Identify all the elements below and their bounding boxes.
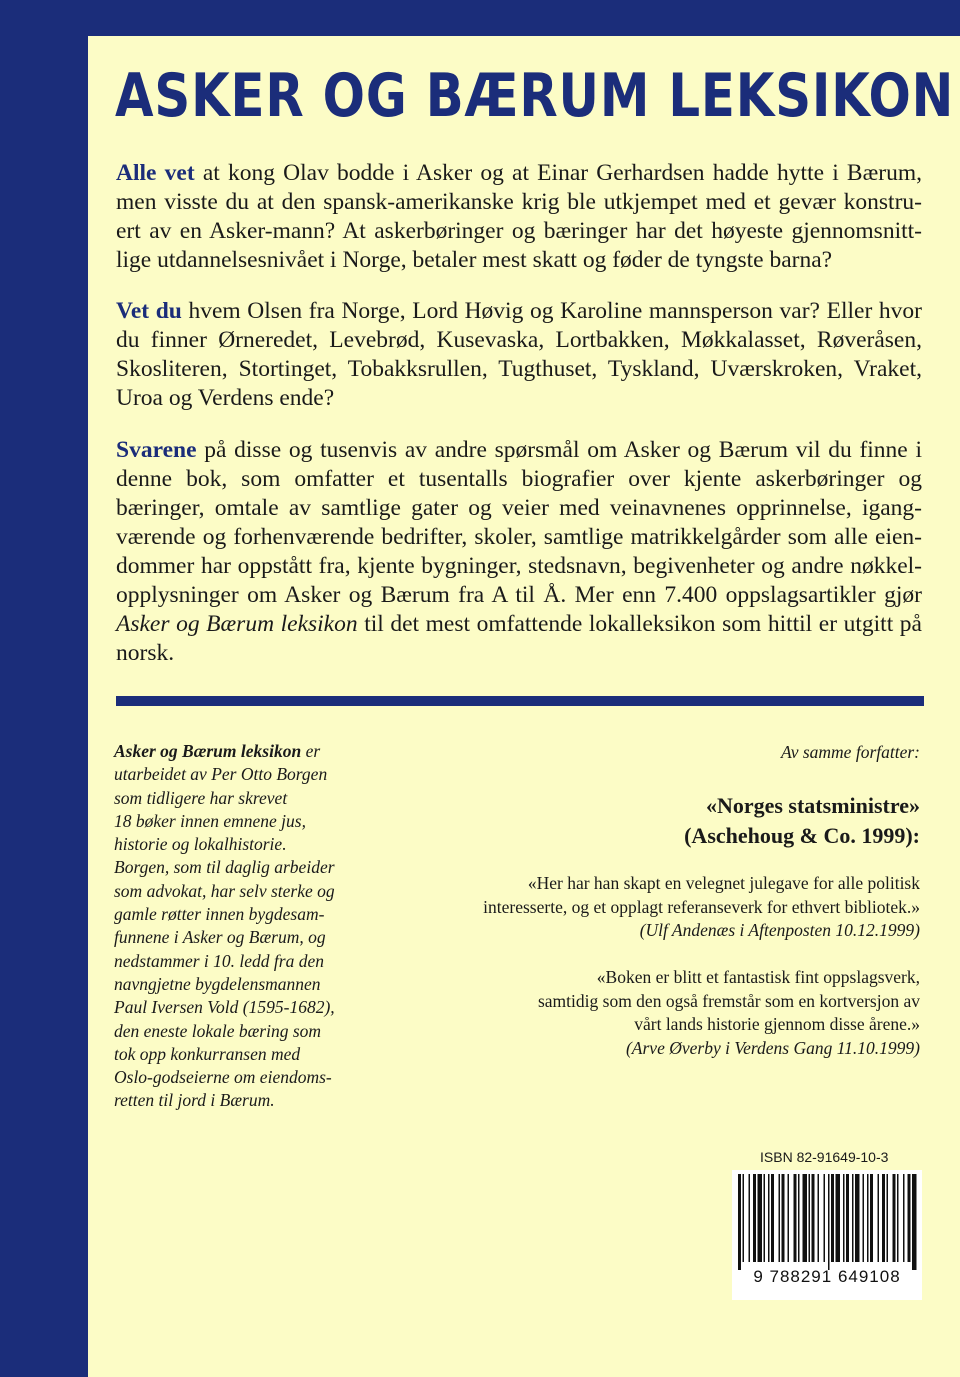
- review-quote-1: [483, 872, 920, 943]
- intro-paragraph-2: [116, 297, 922, 413]
- bio-line: 18 bøker innen emnene jus,: [114, 810, 306, 831]
- same-author-label: Av samme forfatter:: [780, 742, 920, 762]
- bio-line: retten til jord i Bærum.: [114, 1090, 275, 1111]
- bio-line: nedstammer i 10. ledd fra den: [114, 950, 324, 971]
- isbn-label: ISBN 82-91649-10-3: [760, 1149, 889, 1165]
- bio-line: gamle røtter innen bygdesam-: [114, 904, 325, 925]
- barcode-digits: 9 788291 649108: [753, 1267, 901, 1286]
- barcode-bars: [732, 1170, 922, 1270]
- intro-text-2: hvem Olsen fra Norge, Lord Høvig og Karoline mannsperson var? Eller hvor du finner Ørneredet, Levebrød, Kusevaska, Lortbakken, Møkkalasset, Røveråsen, Skosliteren, Stortinget, Tobakksrullen, Tugthuset, Tyskland, Uværskroken, Vraket, Uroa og Verdens ende?: [116, 298, 922, 411]
- quote-line: interesserte, og et opplagt referanseverk for ethvert bibliotek.»: [483, 896, 920, 917]
- bio-line: Asker og Bærum leksikon er: [114, 741, 321, 761]
- intro-paragraph-3: [116, 436, 922, 668]
- author-bio: [114, 740, 434, 1113]
- quote-line: «Boken er blitt et fantastisk fint oppslagsverk,: [596, 967, 920, 987]
- bio-line: Borgen, som til daglig arbeider: [114, 857, 335, 878]
- intro-book-title: Asker og Bærum leksikon: [116, 611, 358, 637]
- quote-source: (Arve Øverby i Verdens Gang 11.10.1999): [625, 1037, 920, 1058]
- intro-text-3: på disse og tusenvis av andre spørsmål om Asker og Bærum vil du finne i denne bok, som omfatter et tusentalls biografier over kjente askerbøringer og bæringer, omtale av samtlige gater og veier med veinavnenes opprinnelse, igang-værende og forhenværende bedrifter, skoler, samtlige matrikkelgårder som alle eien-dommer har oppstått fra, kjente bygninger, stedsnavn, begivenheter og andre nøkkel-opplysninger om Asker og Bærum fra A til Å. Mer enn 7.400 oppslagsartikler gjør: [116, 437, 922, 608]
- bio-line: funnene i Asker og Bærum, og: [114, 927, 326, 948]
- quote-source: (Ulf Andenæs i Aftenposten 10.12.1999): [639, 920, 920, 940]
- other-book-title: «Norges statsministre»: [705, 793, 920, 818]
- section-divider: [116, 696, 924, 706]
- intro-tail-3: til det mest omfattende lokalleksikon som hittil er utgitt på norsk.: [116, 611, 922, 666]
- bio-line: navngjetne bygdelensmannen: [114, 973, 321, 994]
- bio-line: som advokat, har selv sterke og: [114, 880, 335, 901]
- barcode: [732, 1170, 922, 1300]
- review-quote-2: [538, 966, 920, 1060]
- cover-title: ASKER OG BÆRUM LEKSIKON: [115, 61, 955, 131]
- bio-line: den eneste lokale bæring som: [114, 1020, 322, 1041]
- intro-lead-1: Alle vet: [116, 160, 195, 186]
- bio-line: Paul Iversen Vold (1595-1682),: [114, 997, 335, 1018]
- bio-line: Oslo-godseierne om eiendoms-: [114, 1067, 332, 1088]
- other-book: [684, 791, 920, 851]
- other-book-publisher: (Aschehoug & Co. 1999):: [684, 823, 920, 848]
- bio-book-title: Asker og Bærum leksikon: [114, 741, 302, 761]
- intro-paragraph-1: [116, 159, 922, 275]
- bio-line: som tidligere har skrevet: [114, 787, 288, 808]
- intro-lead-2: Vet du: [116, 298, 182, 324]
- intro-text-1: at kong Olav bodde i Asker og at Einar Gerhardsen hadde hytte i Bærum, men visste du at den spansk-amerikanske krig ble utkjempet med et gevær konstru-ert av en Asker-mann? At askerbøringer og bæringer har det høyeste gjennomsnitt-lige utdannelsesnivået i Norge, betaler mest skatt og føder de tyngste barna?: [116, 160, 922, 273]
- quote-line: samtidig som den også fremstår som en kortversjon av: [537, 990, 920, 1011]
- intro-lead-3: Svarene: [116, 437, 197, 463]
- bio-line: utarbeidet av Per Otto Borgen: [114, 764, 328, 785]
- bio-line: historie og lokalhistorie.: [114, 834, 287, 855]
- quote-line: «Her har han skapt en velegnet julegave for alle politisk: [527, 873, 920, 893]
- quote-line: vårt lands historie gjennom disse årene.»: [634, 1014, 920, 1034]
- bio-line: tok opp konkurransen med: [114, 1043, 301, 1064]
